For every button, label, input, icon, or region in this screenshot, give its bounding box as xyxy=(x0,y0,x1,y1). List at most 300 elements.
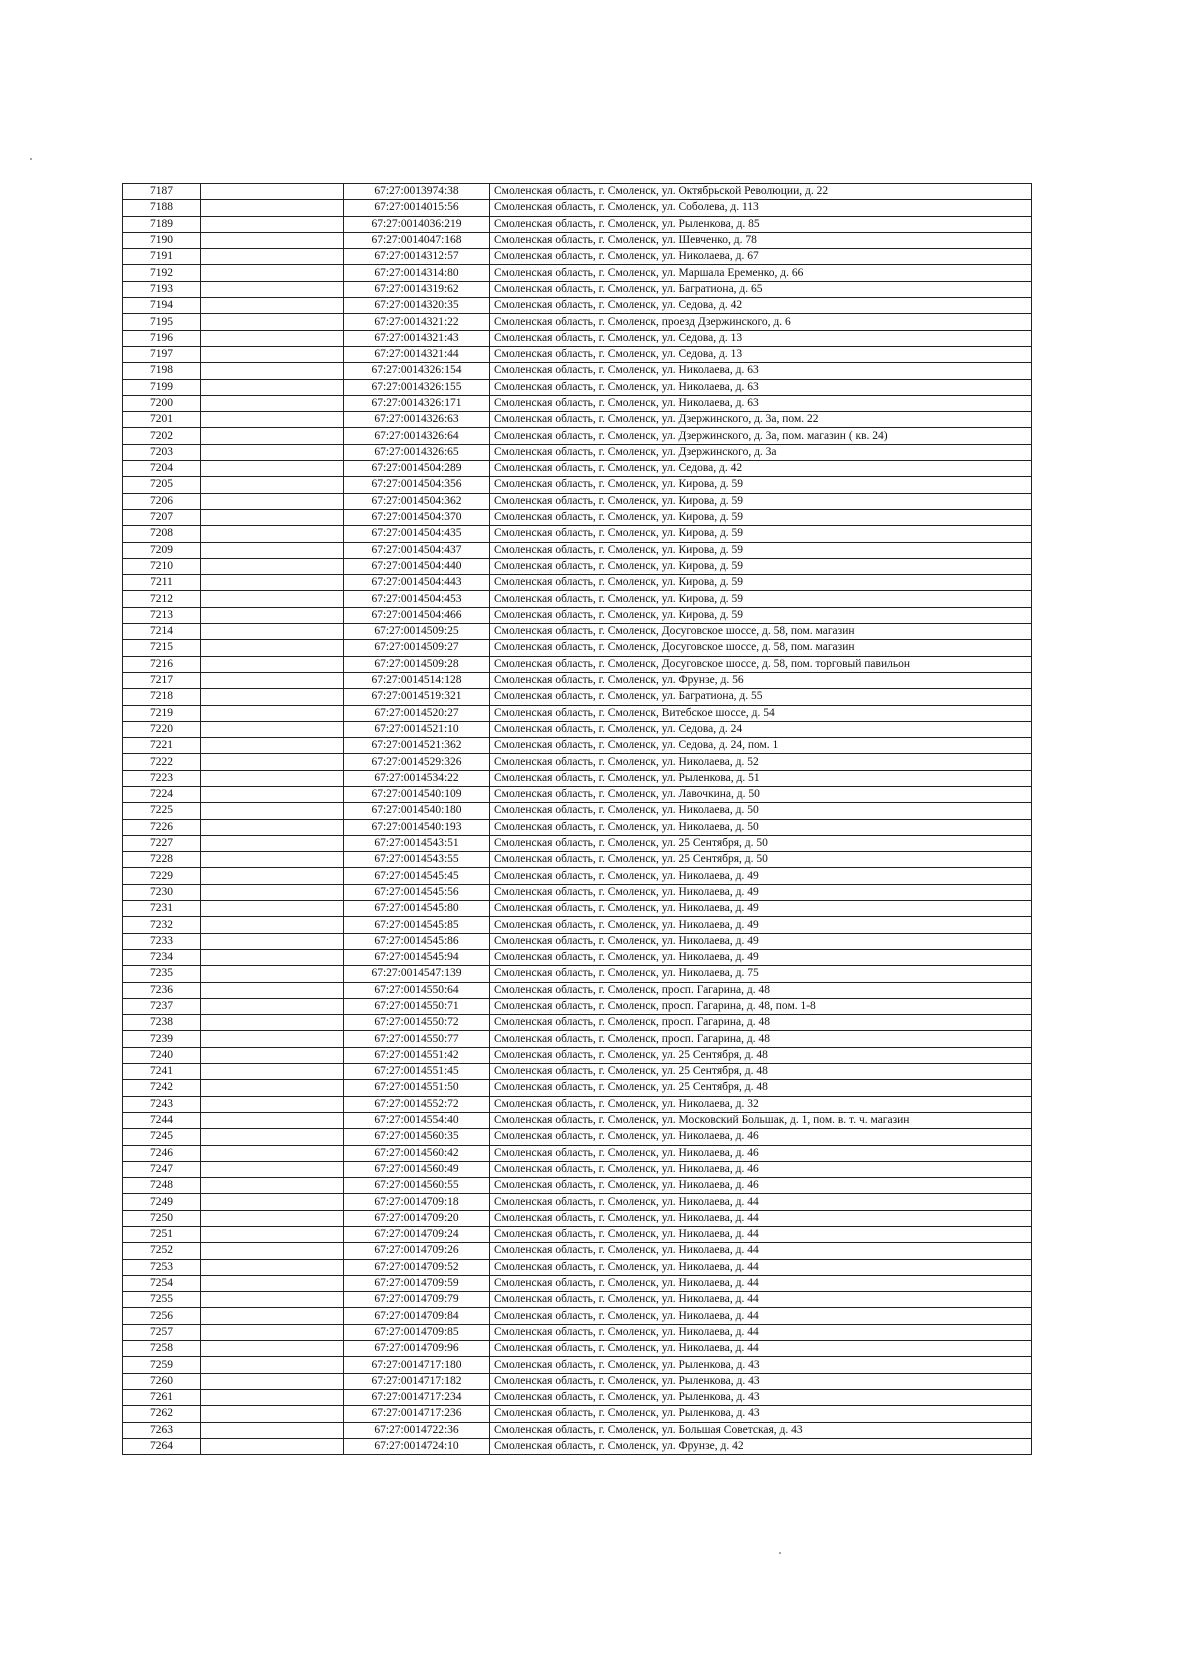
row-number-cell: 7234 xyxy=(123,949,201,965)
row-number-cell: 7215 xyxy=(123,640,201,656)
blank-cell xyxy=(201,1308,344,1324)
address-cell: Смоленская область, г. Смоленск, ул. Маршала Еременко, д. 66 xyxy=(490,265,1032,281)
row-number-cell: 7210 xyxy=(123,558,201,574)
address-cell: Смоленская область, г. Смоленск, ул. Николаева, д. 44 xyxy=(490,1324,1032,1340)
address-cell: Смоленская область, г. Смоленск, ул. Лавочкина, д. 50 xyxy=(490,786,1032,802)
address-cell: Смоленская область, г. Смоленск, ул. Кирова, д. 59 xyxy=(490,542,1032,558)
cadastral-number-cell: 67:27:0014545:85 xyxy=(344,917,490,933)
cadastral-number-cell: 67:27:0014709:85 xyxy=(344,1324,490,1340)
row-number-cell: 7189 xyxy=(123,216,201,232)
address-cell: Смоленская область, г. Смоленск, ул. Седова, д. 42 xyxy=(490,298,1032,314)
cadastral-number-cell: 67:27:0014314:80 xyxy=(344,265,490,281)
row-number-cell: 7214 xyxy=(123,624,201,640)
blank-cell xyxy=(201,1259,344,1275)
table-row xyxy=(123,770,1032,786)
address-cell: Смоленская область, г. Смоленск, ул. Николаева, д. 46 xyxy=(490,1161,1032,1177)
row-number-cell: 7216 xyxy=(123,656,201,672)
blank-cell xyxy=(201,412,344,428)
row-number-cell: 7222 xyxy=(123,754,201,770)
table-row xyxy=(123,281,1032,297)
table-row xyxy=(123,624,1032,640)
registry-table-body xyxy=(123,184,1032,1455)
blank-cell xyxy=(201,200,344,216)
table-row xyxy=(123,330,1032,346)
table-row xyxy=(123,656,1032,672)
table-row xyxy=(123,949,1032,965)
address-cell: Смоленская область, г. Смоленск, ул. Кирова, д. 59 xyxy=(490,591,1032,607)
address-cell: Смоленская область, г. Смоленск, ул. Рыленкова, д. 43 xyxy=(490,1406,1032,1422)
cadastral-number-cell: 67:27:0014319:62 xyxy=(344,281,490,297)
table-row xyxy=(123,298,1032,314)
address-cell: Смоленская область, г. Смоленск, ул. Николаева, д. 44 xyxy=(490,1292,1032,1308)
scan-speck xyxy=(779,1552,781,1554)
table-row xyxy=(123,1308,1032,1324)
table-row xyxy=(123,1161,1032,1177)
row-number-cell: 7245 xyxy=(123,1129,201,1145)
cadastral-number-cell: 67:27:0014709:24 xyxy=(344,1227,490,1243)
cadastral-number-cell: 67:27:0014560:49 xyxy=(344,1161,490,1177)
table-row xyxy=(123,754,1032,770)
table-row xyxy=(123,1096,1032,1112)
address-cell: Смоленская область, г. Смоленск, ул. Николаева, д. 49 xyxy=(490,884,1032,900)
table-row xyxy=(123,1389,1032,1405)
cadastral-number-cell: 67:27:0014504:362 xyxy=(344,493,490,509)
address-cell: Смоленская область, г. Смоленск, ул. Октябрьской Революции, д. 22 xyxy=(490,184,1032,200)
property-registry-table xyxy=(122,183,1032,1455)
row-number-cell: 7231 xyxy=(123,901,201,917)
blank-cell xyxy=(201,542,344,558)
blank-cell xyxy=(201,1112,344,1128)
table-row xyxy=(123,1275,1032,1291)
table-row xyxy=(123,558,1032,574)
table-row xyxy=(123,346,1032,362)
row-number-cell: 7191 xyxy=(123,249,201,265)
row-number-cell: 7208 xyxy=(123,526,201,542)
blank-cell xyxy=(201,770,344,786)
blank-cell xyxy=(201,232,344,248)
cadastral-number-cell: 67:27:0014543:55 xyxy=(344,852,490,868)
table-row xyxy=(123,363,1032,379)
table-row xyxy=(123,1324,1032,1340)
address-cell: Смоленская область, г. Смоленск, Витебское шоссе, д. 54 xyxy=(490,705,1032,721)
table-row xyxy=(123,526,1032,542)
address-cell: Смоленская область, г. Смоленск, ул. Рыленкова, д. 43 xyxy=(490,1389,1032,1405)
cadastral-number-cell: 67:27:0014504:466 xyxy=(344,607,490,623)
blank-cell xyxy=(201,1015,344,1031)
blank-cell xyxy=(201,1389,344,1405)
table-row xyxy=(123,1373,1032,1389)
table-row xyxy=(123,966,1032,982)
table-row xyxy=(123,493,1032,509)
blank-cell xyxy=(201,721,344,737)
address-cell: Смоленская область, г. Смоленск, ул. Рыленкова, д. 85 xyxy=(490,216,1032,232)
cadastral-number-cell: 67:27:0014545:56 xyxy=(344,884,490,900)
table-row xyxy=(123,1031,1032,1047)
row-number-cell: 7201 xyxy=(123,412,201,428)
cadastral-number-cell: 67:27:0014545:86 xyxy=(344,933,490,949)
cadastral-number-cell: 67:27:0014504:453 xyxy=(344,591,490,607)
row-number-cell: 7238 xyxy=(123,1015,201,1031)
row-number-cell: 7240 xyxy=(123,1047,201,1063)
row-number-cell: 7230 xyxy=(123,884,201,900)
address-cell: Смоленская область, г. Смоленск, ул. Николаева, д. 63 xyxy=(490,395,1032,411)
row-number-cell: 7253 xyxy=(123,1259,201,1275)
blank-cell xyxy=(201,982,344,998)
row-number-cell: 7264 xyxy=(123,1438,201,1454)
row-number-cell: 7247 xyxy=(123,1161,201,1177)
table-row xyxy=(123,265,1032,281)
address-cell: Смоленская область, г. Смоленск, просп. Гагарина, д. 48 xyxy=(490,1015,1032,1031)
cadastral-number-cell: 67:27:0014560:55 xyxy=(344,1178,490,1194)
cadastral-number-cell: 67:27:0014321:44 xyxy=(344,346,490,362)
blank-cell xyxy=(201,624,344,640)
table-row xyxy=(123,607,1032,623)
row-number-cell: 7263 xyxy=(123,1422,201,1438)
row-number-cell: 7188 xyxy=(123,200,201,216)
row-number-cell: 7256 xyxy=(123,1308,201,1324)
address-cell: Смоленская область, г. Смоленск, ул. Николаева, д. 49 xyxy=(490,868,1032,884)
blank-cell xyxy=(201,265,344,281)
table-row xyxy=(123,640,1032,656)
address-cell: Смоленская область, г. Смоленск, ул. Московский Большак, д. 1, пом. в. т. ч. магазин xyxy=(490,1112,1032,1128)
row-number-cell: 7207 xyxy=(123,509,201,525)
row-number-cell: 7226 xyxy=(123,819,201,835)
row-number-cell: 7248 xyxy=(123,1178,201,1194)
row-number-cell: 7220 xyxy=(123,721,201,737)
row-number-cell: 7244 xyxy=(123,1112,201,1128)
cadastral-number-cell: 67:27:0014504:289 xyxy=(344,461,490,477)
blank-cell xyxy=(201,1064,344,1080)
cadastral-number-cell: 67:27:0014540:193 xyxy=(344,819,490,835)
cadastral-number-cell: 67:27:0014326:65 xyxy=(344,444,490,460)
address-cell: Смоленская область, г. Смоленск, Досуговское шоссе, д. 58, пом. магазин xyxy=(490,624,1032,640)
row-number-cell: 7225 xyxy=(123,803,201,819)
address-cell: Смоленская область, г. Смоленск, ул. Рыленкова, д. 43 xyxy=(490,1357,1032,1373)
blank-cell xyxy=(201,819,344,835)
blank-cell xyxy=(201,786,344,802)
row-number-cell: 7212 xyxy=(123,591,201,607)
cadastral-number-cell: 67:27:0014509:25 xyxy=(344,624,490,640)
cadastral-number-cell: 67:27:0014312:57 xyxy=(344,249,490,265)
row-number-cell: 7249 xyxy=(123,1194,201,1210)
blank-cell xyxy=(201,379,344,395)
cadastral-number-cell: 67:27:0014709:26 xyxy=(344,1243,490,1259)
row-number-cell: 7224 xyxy=(123,786,201,802)
blank-cell xyxy=(201,395,344,411)
address-cell: Смоленская область, г. Смоленск, ул. Кирова, д. 59 xyxy=(490,493,1032,509)
row-number-cell: 7242 xyxy=(123,1080,201,1096)
table-row xyxy=(123,998,1032,1014)
cadastral-number-cell: 67:27:0014560:35 xyxy=(344,1129,490,1145)
table-row xyxy=(123,1145,1032,1161)
table-row xyxy=(123,428,1032,444)
cadastral-number-cell: 67:27:0014554:40 xyxy=(344,1112,490,1128)
table-row xyxy=(123,1292,1032,1308)
blank-cell xyxy=(201,607,344,623)
address-cell: Смоленская область, г. Смоленск, Досуговское шоссе, д. 58, пом. магазин xyxy=(490,640,1032,656)
blank-cell xyxy=(201,363,344,379)
cadastral-number-cell: 67:27:0014326:64 xyxy=(344,428,490,444)
row-number-cell: 7257 xyxy=(123,1324,201,1340)
address-cell: Смоленская область, г. Смоленск, ул. Николаева, д. 46 xyxy=(490,1145,1032,1161)
table-row xyxy=(123,575,1032,591)
address-cell: Смоленская область, г. Смоленск, ул. Рыленкова, д. 51 xyxy=(490,770,1032,786)
cadastral-number-cell: 67:27:0014321:22 xyxy=(344,314,490,330)
blank-cell xyxy=(201,1292,344,1308)
blank-cell xyxy=(201,1031,344,1047)
cadastral-number-cell: 67:27:0014326:155 xyxy=(344,379,490,395)
blank-cell xyxy=(201,1275,344,1291)
cadastral-number-cell: 67:27:0014326:63 xyxy=(344,412,490,428)
row-number-cell: 7197 xyxy=(123,346,201,362)
table-row xyxy=(123,249,1032,265)
row-number-cell: 7190 xyxy=(123,232,201,248)
address-cell: Смоленская область, г. Смоленск, ул. Николаева, д. 63 xyxy=(490,363,1032,379)
row-number-cell: 7223 xyxy=(123,770,201,786)
blank-cell xyxy=(201,705,344,721)
row-number-cell: 7241 xyxy=(123,1064,201,1080)
row-number-cell: 7262 xyxy=(123,1406,201,1422)
address-cell: Смоленская область, г. Смоленск, Досуговское шоссе, д. 58, пом. торговый павильон xyxy=(490,656,1032,672)
address-cell: Смоленская область, г. Смоленск, ул. Кирова, д. 59 xyxy=(490,526,1032,542)
row-number-cell: 7258 xyxy=(123,1341,201,1357)
cadastral-number-cell: 67:27:0014326:154 xyxy=(344,363,490,379)
address-cell: Смоленская область, г. Смоленск, ул. Кирова, д. 59 xyxy=(490,575,1032,591)
cadastral-number-cell: 67:27:0014560:42 xyxy=(344,1145,490,1161)
address-cell: Смоленская область, г. Смоленск, ул. Шевченко, д. 78 xyxy=(490,232,1032,248)
address-cell: Смоленская область, г. Смоленск, ул. Седова, д. 42 xyxy=(490,461,1032,477)
blank-cell xyxy=(201,672,344,688)
address-cell: Смоленская область, г. Смоленск, ул. Седова, д. 13 xyxy=(490,346,1032,362)
address-cell: Смоленская область, г. Смоленск, просп. Гагарина, д. 48 xyxy=(490,1031,1032,1047)
cadastral-number-cell: 67:27:0014504:440 xyxy=(344,558,490,574)
cadastral-number-cell: 67:27:0014550:64 xyxy=(344,982,490,998)
table-row xyxy=(123,672,1032,688)
address-cell: Смоленская область, г. Смоленск, ул. Кирова, д. 59 xyxy=(490,509,1032,525)
address-cell: Смоленская область, г. Смоленск, ул. Николаева, д. 52 xyxy=(490,754,1032,770)
address-cell: Смоленская область, г. Смоленск, ул. Николаева, д. 75 xyxy=(490,966,1032,982)
blank-cell xyxy=(201,852,344,868)
row-number-cell: 7206 xyxy=(123,493,201,509)
cadastral-number-cell: 67:27:0014717:182 xyxy=(344,1373,490,1389)
blank-cell xyxy=(201,1243,344,1259)
row-number-cell: 7233 xyxy=(123,933,201,949)
blank-cell xyxy=(201,1145,344,1161)
address-cell: Смоленская область, г. Смоленск, ул. Фрунзе, д. 42 xyxy=(490,1438,1032,1454)
blank-cell xyxy=(201,1438,344,1454)
table-row xyxy=(123,1406,1032,1422)
table-row xyxy=(123,933,1032,949)
address-cell: Смоленская область, г. Смоленск, ул. Николаева, д. 50 xyxy=(490,819,1032,835)
row-number-cell: 7254 xyxy=(123,1275,201,1291)
table-row xyxy=(123,509,1032,525)
cadastral-number-cell: 67:27:0014545:80 xyxy=(344,901,490,917)
table-row xyxy=(123,738,1032,754)
cadastral-number-cell: 67:27:0014504:443 xyxy=(344,575,490,591)
table-row xyxy=(123,1422,1032,1438)
blank-cell xyxy=(201,1080,344,1096)
address-cell: Смоленская область, г. Смоленск, ул. Кирова, д. 59 xyxy=(490,607,1032,623)
blank-cell xyxy=(201,1194,344,1210)
row-number-cell: 7192 xyxy=(123,265,201,281)
address-cell: Смоленская область, г. Смоленск, ул. 25 Сентября, д. 50 xyxy=(490,835,1032,851)
row-number-cell: 7217 xyxy=(123,672,201,688)
row-number-cell: 7194 xyxy=(123,298,201,314)
row-number-cell: 7260 xyxy=(123,1373,201,1389)
address-cell: Смоленская область, г. Смоленск, ул. 25 Сентября, д. 48 xyxy=(490,1064,1032,1080)
row-number-cell: 7196 xyxy=(123,330,201,346)
row-number-cell: 7243 xyxy=(123,1096,201,1112)
table-row xyxy=(123,901,1032,917)
address-cell: Смоленская область, г. Смоленск, ул. Рыленкова, д. 43 xyxy=(490,1373,1032,1389)
table-row xyxy=(123,819,1032,835)
cadastral-number-cell: 67:27:0014504:435 xyxy=(344,526,490,542)
blank-cell xyxy=(201,917,344,933)
address-cell: Смоленская область, г. Смоленск, ул. Кирова, д. 59 xyxy=(490,477,1032,493)
blank-cell xyxy=(201,575,344,591)
blank-cell xyxy=(201,1324,344,1340)
blank-cell xyxy=(201,1161,344,1177)
cadastral-number-cell: 67:27:0014545:94 xyxy=(344,949,490,965)
table-row xyxy=(123,477,1032,493)
row-number-cell: 7228 xyxy=(123,852,201,868)
table-row xyxy=(123,395,1032,411)
table-row xyxy=(123,1210,1032,1226)
row-number-cell: 7237 xyxy=(123,998,201,1014)
cadastral-number-cell: 67:27:0014521:362 xyxy=(344,738,490,754)
cadastral-number-cell: 67:27:0014717:180 xyxy=(344,1357,490,1373)
blank-cell xyxy=(201,933,344,949)
blank-cell xyxy=(201,884,344,900)
cadastral-number-cell: 67:27:0014709:79 xyxy=(344,1292,490,1308)
address-cell: Смоленская область, г. Смоленск, ул. Николаева, д. 44 xyxy=(490,1210,1032,1226)
blank-cell xyxy=(201,640,344,656)
row-number-cell: 7221 xyxy=(123,738,201,754)
table-row xyxy=(123,917,1032,933)
cadastral-number-cell: 67:27:0014724:10 xyxy=(344,1438,490,1454)
blank-cell xyxy=(201,901,344,917)
cadastral-number-cell: 67:27:0014550:72 xyxy=(344,1015,490,1031)
cadastral-number-cell: 67:27:0014709:96 xyxy=(344,1341,490,1357)
cadastral-number-cell: 67:27:0014047:168 xyxy=(344,232,490,248)
cadastral-number-cell: 67:27:0014709:59 xyxy=(344,1275,490,1291)
blank-cell xyxy=(201,1210,344,1226)
cadastral-number-cell: 67:27:0013974:38 xyxy=(344,184,490,200)
blank-cell xyxy=(201,656,344,672)
table-row xyxy=(123,1064,1032,1080)
table-row xyxy=(123,1341,1032,1357)
table-row xyxy=(123,461,1032,477)
table-row xyxy=(123,868,1032,884)
cadastral-number-cell: 67:27:0014509:27 xyxy=(344,640,490,656)
cadastral-number-cell: 67:27:0014321:43 xyxy=(344,330,490,346)
table-row xyxy=(123,1227,1032,1243)
blank-cell xyxy=(201,330,344,346)
address-cell: Смоленская область, г. Смоленск, ул. 25 Сентября, д. 48 xyxy=(490,1047,1032,1063)
address-cell: Смоленская область, г. Смоленск, ул. Дзержинского, д. 3а xyxy=(490,444,1032,460)
row-number-cell: 7250 xyxy=(123,1210,201,1226)
row-number-cell: 7232 xyxy=(123,917,201,933)
address-cell: Смоленская область, г. Смоленск, ул. Николаева, д. 44 xyxy=(490,1194,1032,1210)
cadastral-number-cell: 67:27:0014551:50 xyxy=(344,1080,490,1096)
cadastral-number-cell: 67:27:0014509:28 xyxy=(344,656,490,672)
cadastral-number-cell: 67:27:0014534:22 xyxy=(344,770,490,786)
blank-cell xyxy=(201,738,344,754)
row-number-cell: 7255 xyxy=(123,1292,201,1308)
cadastral-number-cell: 67:27:0014540:109 xyxy=(344,786,490,802)
table-row xyxy=(123,852,1032,868)
blank-cell xyxy=(201,184,344,200)
address-cell: Смоленская область, г. Смоленск, ул. Николаева, д. 63 xyxy=(490,379,1032,395)
cadastral-number-cell: 67:27:0014504:356 xyxy=(344,477,490,493)
row-number-cell: 7219 xyxy=(123,705,201,721)
cadastral-number-cell: 67:27:0014551:42 xyxy=(344,1047,490,1063)
table-row xyxy=(123,705,1032,721)
address-cell: Смоленская область, г. Смоленск, ул. Фрунзе, д. 56 xyxy=(490,672,1032,688)
table-row xyxy=(123,1080,1032,1096)
address-cell: Смоленская область, г. Смоленск, ул. Багратиона, д. 65 xyxy=(490,281,1032,297)
row-number-cell: 7195 xyxy=(123,314,201,330)
row-number-cell: 7187 xyxy=(123,184,201,200)
row-number-cell: 7205 xyxy=(123,477,201,493)
address-cell: Смоленская область, г. Смоленск, ул. 25 Сентября, д. 48 xyxy=(490,1080,1032,1096)
address-cell: Смоленская область, г. Смоленск, ул. Кирова, д. 59 xyxy=(490,558,1032,574)
address-cell: Смоленская область, г. Смоленск, ул. 25 Сентября, д. 50 xyxy=(490,852,1032,868)
blank-cell xyxy=(201,526,344,542)
cadastral-number-cell: 67:27:0014514:128 xyxy=(344,672,490,688)
blank-cell xyxy=(201,1406,344,1422)
cadastral-number-cell: 67:27:0014547:139 xyxy=(344,966,490,982)
scan-speck xyxy=(30,158,32,160)
address-cell: Смоленская область, г. Смоленск, ул. Николаева, д. 46 xyxy=(490,1178,1032,1194)
row-number-cell: 7211 xyxy=(123,575,201,591)
table-row xyxy=(123,216,1032,232)
blank-cell xyxy=(201,314,344,330)
table-row xyxy=(123,314,1032,330)
blank-cell xyxy=(201,1227,344,1243)
address-cell: Смоленская область, г. Смоленск, ул. Дзержинского, д. 3а, пом. 22 xyxy=(490,412,1032,428)
address-cell: Смоленская область, г. Смоленск, ул. Николаева, д. 49 xyxy=(490,901,1032,917)
table-row xyxy=(123,200,1032,216)
row-number-cell: 7246 xyxy=(123,1145,201,1161)
blank-cell xyxy=(201,509,344,525)
blank-cell xyxy=(201,298,344,314)
table-row xyxy=(123,982,1032,998)
cadastral-number-cell: 67:27:0014504:437 xyxy=(344,542,490,558)
blank-cell xyxy=(201,591,344,607)
table-row xyxy=(123,1047,1032,1063)
cadastral-number-cell: 67:27:0014519:321 xyxy=(344,689,490,705)
blank-cell xyxy=(201,1357,344,1373)
table-row xyxy=(123,884,1032,900)
cadastral-number-cell: 67:27:0014036:219 xyxy=(344,216,490,232)
blank-cell xyxy=(201,493,344,509)
address-cell: Смоленская область, г. Смоленск, ул. Николаева, д. 50 xyxy=(490,803,1032,819)
address-cell: Смоленская область, г. Смоленск, ул. Николаева, д. 32 xyxy=(490,1096,1032,1112)
row-number-cell: 7199 xyxy=(123,379,201,395)
cadastral-number-cell: 67:27:0014709:18 xyxy=(344,1194,490,1210)
address-cell: Смоленская область, г. Смоленск, ул. Николаева, д. 67 xyxy=(490,249,1032,265)
address-cell: Смоленская область, г. Смоленск, ул. Николаева, д. 44 xyxy=(490,1275,1032,1291)
cadastral-number-cell: 67:27:0014543:51 xyxy=(344,835,490,851)
blank-cell xyxy=(201,966,344,982)
blank-cell xyxy=(201,803,344,819)
row-number-cell: 7218 xyxy=(123,689,201,705)
blank-cell xyxy=(201,1129,344,1145)
row-number-cell: 7193 xyxy=(123,281,201,297)
table-row xyxy=(123,803,1032,819)
table-row xyxy=(123,542,1032,558)
